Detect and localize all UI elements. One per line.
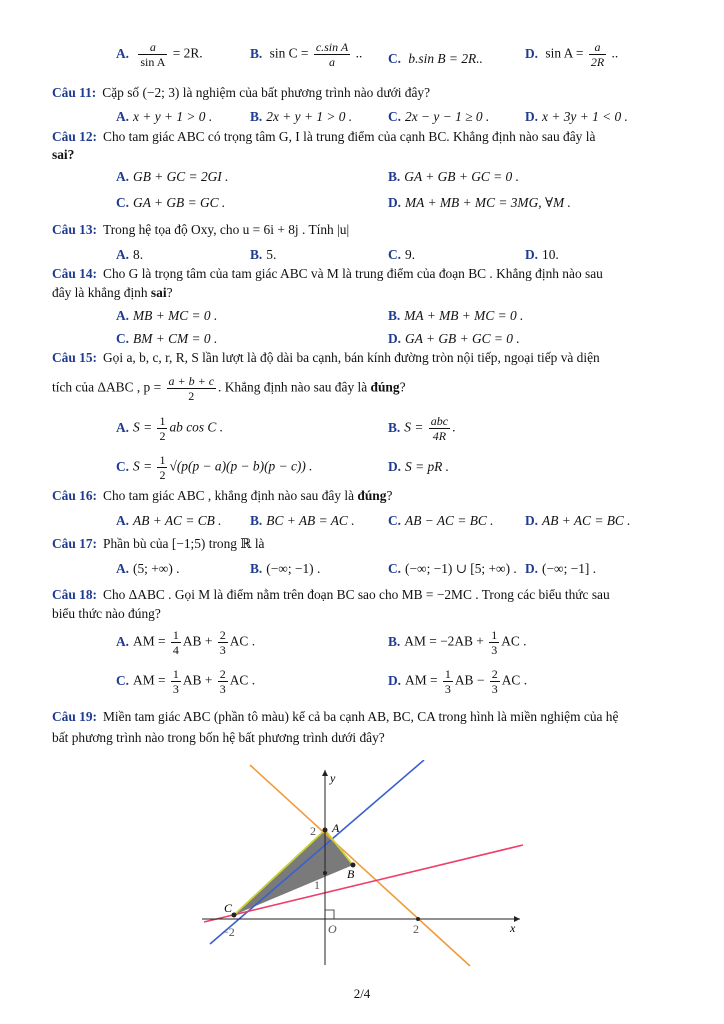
q17-option-a: A. (5; +∞) . (116, 561, 180, 576)
q15-option-d: D. S = pR . (388, 459, 450, 474)
q16-option-b: B. BC + AB = AC . (250, 513, 355, 528)
point-a-label: A (332, 821, 340, 835)
q14-stem-line2: đây là khẳng định sai? (52, 285, 173, 300)
q14-option-b: B. MA + MB + MC = 0 . (388, 308, 524, 323)
q16-option-d: D. AB + AC = BC . (525, 513, 631, 528)
q10-option-b: B. sin C = $\frac{\text{c.sin A}}{a}$ .. (250, 40, 363, 69)
point-x2 (416, 917, 420, 921)
tick-y1-label: 1 (314, 878, 320, 892)
tick-neg2-label: −2 (222, 925, 235, 939)
q18-stem-line2: biểu thức nào đúng? (52, 606, 161, 621)
q13-option-d: D. 10. (525, 247, 559, 262)
q17-option-d: D. (−∞; −1] . (525, 561, 597, 576)
q18-stem: Câu 18: Cho ΔABC . Gọi M là điểm nằm trên đoạn BC sao cho MB = −2MC . Trong các biểu thức sau (52, 587, 610, 602)
page-number: 2/4 (353, 986, 371, 1001)
origin-label: O (328, 922, 337, 936)
q12-stem-line2: sai? (52, 147, 75, 162)
q13-option-b: B. 5. (250, 247, 277, 262)
q18-option-a: A. AM = $\frac{1}{4}$ AB + $\frac{2}{3}$ AC . (116, 628, 256, 657)
q12-stem: Câu 12: Cho tam giác ABC có trọng tâm G, I là trung điểm của cạnh BC. Khẳng định nào sau đây là (52, 129, 596, 144)
q11-stem: Câu 11: Cặp số (−2; 3) là nghiệm của bất phương trình nào dưới đây? (52, 85, 431, 100)
q16-option-c: C. AB − AC = BC . (388, 513, 494, 528)
point-c-label: C (224, 901, 233, 915)
q16-option-a: A. AB + AC = CB . (116, 513, 222, 528)
q18-option-b: B. AM = −2AB + $\frac{1}{3}$ AC . (388, 628, 527, 657)
point-y1 (323, 871, 327, 875)
line-bc-pink (204, 845, 523, 922)
q11-option-d: D. x + 3y + 1 < 0 . (525, 109, 628, 124)
q16-stem: Câu 16: Cho tam giác ABC , khẳng định nào sau đây là đúng? (52, 488, 393, 503)
q11-option-c: C. 2x − y − 1 ≥ 0 . (388, 109, 490, 124)
q10-option-a: A. $\frac{a}{\text{sin A}}$ = 2R. (116, 40, 203, 69)
q14-option-d: D. GA + GB + GC = 0 . (388, 331, 520, 346)
solution-region-graph (198, 760, 528, 970)
q14-stem: Câu 14: Cho G là trọng tâm của tam giác ABC và M là trung điểm của đoạn BC . Khẳng định nào sau (52, 266, 603, 281)
q11-option-a: A. x + y + 1 > 0 . (116, 109, 213, 124)
axis-y-label: y (330, 771, 336, 785)
right-angle-mark (325, 910, 334, 919)
tick-x2-label: 2 (413, 922, 419, 936)
q12-option-b: B. GA + GB + GC = 0 . (388, 169, 519, 184)
q19-stem: Câu 19: Miền tam giác ABC (phần tô màu) kể cả ba cạnh AB, BC, CA trong hình là miền nghiệm của hệ (52, 709, 619, 724)
q19-stem-line2: bất phương trình nào trong bốn hệ bất phương trình dưới đây? (52, 730, 385, 745)
q15-option-c: C. S = $\frac{1}{2}$ √(p(p − a)(p − b)(p − c)) . (116, 453, 313, 482)
axis-x-label: x (510, 921, 516, 935)
q12-option-d: D. MA + MB + MC = 3MG, ∀M . (388, 195, 571, 210)
q17-option-b: B. (−∞; −1) . (250, 561, 321, 576)
q13-stem: Câu 13: Trong hệ tọa độ Oxy, cho u = 6i + 8j . Tính |u| (52, 222, 350, 237)
q10-option-c: C. b.sin B = 2R.. (388, 51, 483, 66)
q13-option-a: A. 8. (116, 247, 144, 262)
q14-option-a: A. MB + MC = 0 . (116, 308, 218, 323)
q18-option-d: D. AM = $\frac{1}{3}$ AB − $\frac{2}{3}$ AC . (388, 667, 528, 696)
q12-option-a: A. GB + GC = 2GI . (116, 169, 229, 184)
q17-option-c: C. (−∞; −1) ∪ [5; +∞) . (388, 561, 517, 576)
q14-option-c: C. BM + CM = 0 . (116, 331, 218, 346)
q11-option-b: B. 2x + y + 1 > 0 . (250, 109, 353, 124)
tick-y2-label: 2 (310, 824, 316, 838)
point-a (323, 828, 328, 833)
q15-stem: Câu 15: Gọi a, b, c, r, R, S lần lượt là độ dài ba cạnh, bán kính đường tròn nội tiếp, ngoại tiếp và diện (52, 350, 600, 365)
q13-option-c: C. 9. (388, 247, 416, 262)
q17-stem: Câu 17: Phần bù của [−1;5) trong ℝ là (52, 536, 265, 551)
q18-option-c: C. AM = $\frac{1}{3}$ AB + $\frac{2}{3}$ AC . (116, 667, 256, 696)
point-c (232, 913, 237, 918)
q10-option-d: D. sin A = $\frac{a}{2R}$ .. (525, 40, 619, 69)
point-b-label: B (347, 867, 355, 881)
q15-stem-line2: tích của ΔABC , p = $\frac{a + b + c}{2}$ . Khẳng định nào sau đây là đúng? (52, 374, 406, 403)
q12-option-c: C. GA + GB = GC . (116, 195, 226, 210)
line-ca-blue (210, 760, 424, 944)
q15-option-b: B. S = $\frac{\text{abc}}{4R}$ . (388, 414, 456, 443)
q15-option-a: A. S = $\frac{1}{2}$ ab cos C . (116, 414, 224, 443)
